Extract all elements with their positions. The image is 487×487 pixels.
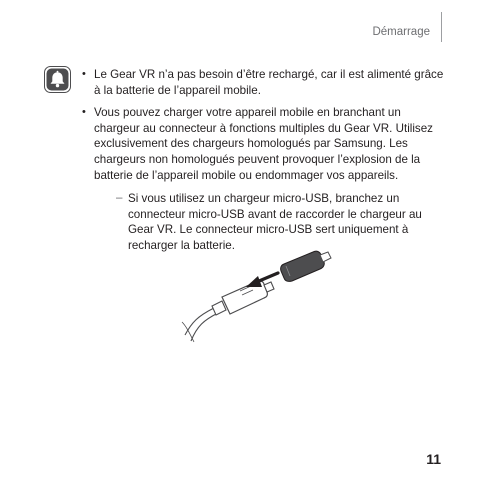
notice-list xyxy=(80,67,444,261)
list-item-text: Le Gear VR n’a pas besoin d’être rechargé, car il est alimenté grâce à la batterie de l’appareil mobile. xyxy=(94,68,444,97)
usb-connector-illustration xyxy=(180,240,340,350)
bullet-marker: • xyxy=(82,106,86,119)
bullet-marker: • xyxy=(82,68,86,80)
page-number: 11 xyxy=(426,451,441,467)
sub-list-item-text: Si vous utilisez un chargeur micro-USB, branchez un connecteur micro-USB avant de raccorder le chargeur au Gear VR. Le connecteur micro-USB sert uniquement à recharger la batterie. xyxy=(128,192,422,252)
list-item xyxy=(80,105,444,253)
section-title: Démarrage xyxy=(372,26,430,38)
bell-icon xyxy=(44,66,71,93)
list-item xyxy=(80,67,444,98)
header-divider xyxy=(441,12,442,42)
dash-marker: – xyxy=(116,191,123,205)
list-item-text: Vous pouvez charger votre appareil mobile en branchant un chargeur au connecteur à fonctions multiples du Gear VR. Utilisez exclusivement des chargeurs homologués par Samsung. Les chargeurs non homologués peuvent provoquer l’explosion de la batterie de l’appareil mobile ou endommager vos appareils. xyxy=(94,106,433,182)
